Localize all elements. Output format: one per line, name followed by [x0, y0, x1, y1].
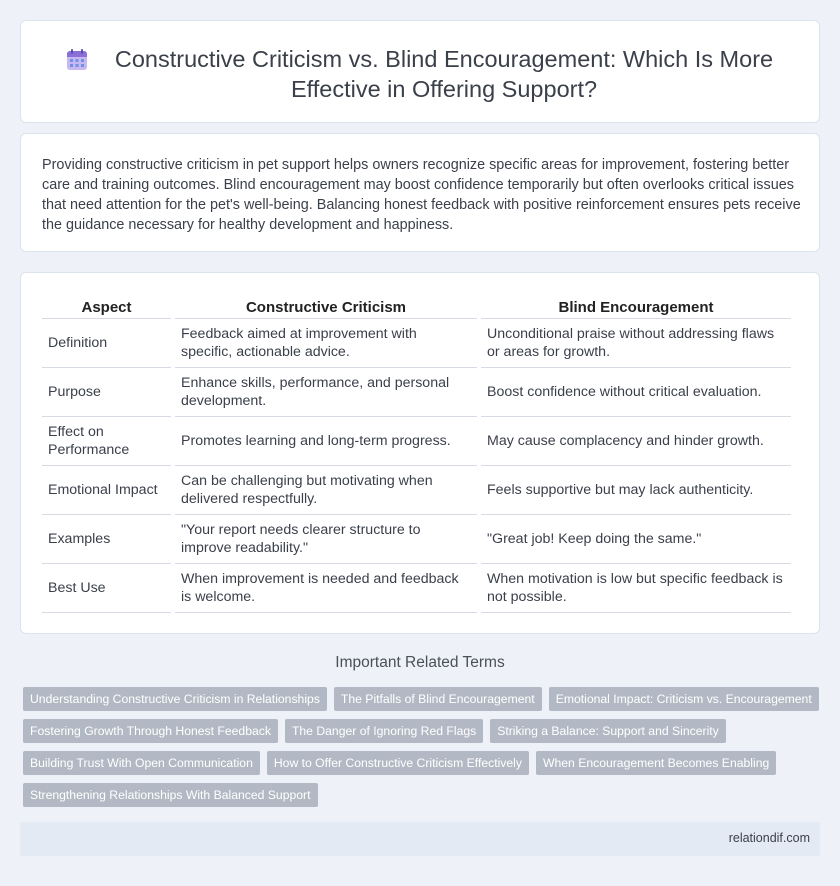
row-aspect: Definition [42, 319, 171, 368]
row-blind: Feels supportive but may lack authenticity. [481, 466, 791, 515]
table-row [42, 564, 791, 613]
title-card [20, 20, 820, 123]
related-term-tag[interactable]: The Danger of Ignoring Red Flags [285, 719, 483, 743]
page-title: Constructive Criticism vs. Blind Encouragement: Which Is More Effective in Offering Support? [114, 46, 774, 102]
related-terms-list [23, 687, 823, 815]
row-constructive: Promotes learning and long-term progress. [175, 417, 477, 466]
related-term-tag[interactable]: Striking a Balance: Support and Sincerity [490, 719, 726, 743]
row-blind: Unconditional praise without addressing flaws or areas for growth. [481, 319, 791, 368]
related-term-tag[interactable]: Strengthening Relationships With Balanced Support [23, 783, 318, 807]
table-header-row [42, 298, 791, 319]
table-row [42, 466, 791, 515]
comparison-table [38, 298, 795, 613]
row-constructive: "Your report needs clearer structure to improve readability." [175, 515, 477, 564]
related-term-tag[interactable]: Building Trust With Open Communication [23, 751, 260, 775]
related-term-tag[interactable]: Fostering Growth Through Honest Feedback [23, 719, 278, 743]
row-aspect: Emotional Impact [42, 466, 171, 515]
header-blind-encouragement: Blind Encouragement [481, 298, 791, 319]
row-blind: When motivation is low but specific feedback is not possible. [481, 564, 791, 613]
row-aspect: Effect on Performance [42, 417, 171, 466]
tag-row [23, 687, 823, 711]
intro-card [20, 133, 820, 252]
row-blind: May cause complacency and hinder growth. [481, 417, 791, 466]
related-term-tag[interactable]: The Pitfalls of Blind Encouragement [334, 687, 542, 711]
row-blind: Boost confidence without critical evaluation. [481, 368, 791, 417]
row-aspect: Purpose [42, 368, 171, 417]
related-term-tag[interactable]: Emotional Impact: Criticism vs. Encouragement [549, 687, 819, 711]
comparison-card [20, 272, 820, 634]
row-constructive: Can be challenging but motivating when delivered respectfully. [175, 466, 477, 515]
header-constructive-criticism: Constructive Criticism [175, 298, 477, 319]
footer [20, 822, 820, 856]
row-constructive: When improvement is needed and feedback is welcome. [175, 564, 477, 613]
related-terms-heading: Important Related Terms [335, 654, 505, 671]
related-term-tag[interactable]: When Encouragement Becomes Enabling [536, 751, 776, 775]
related-term-tag[interactable]: Understanding Constructive Criticism in Relationships [23, 687, 327, 711]
table-row [42, 515, 791, 564]
row-blind: "Great job! Keep doing the same." [481, 515, 791, 564]
header-aspect: Aspect [42, 298, 171, 319]
row-aspect: Best Use [42, 564, 171, 613]
tag-row [23, 719, 823, 743]
intro-paragraph: Providing constructive criticism in pet support helps owners recognize specific areas for improvement, fostering better care and training outcomes. Blind encouragement may boost confidence temporarily but often overlooks critical issues that need attention for the pet's well-being. Balancing honest feedback with positive reinforcement ensures pets receive the guidance necessary for healthy development and happiness. [42, 157, 801, 233]
row-aspect: Examples [42, 515, 171, 564]
table-row [42, 417, 791, 466]
related-term-tag[interactable]: How to Offer Constructive Criticism Effectively [267, 751, 529, 775]
row-constructive: Feedback aimed at improvement with specific, actionable advice. [175, 319, 477, 368]
tag-row [23, 783, 823, 807]
footer-site-link[interactable]: relationdif.com [728, 831, 810, 845]
tag-row [23, 751, 823, 775]
table-row [42, 319, 791, 368]
row-constructive: Enhance skills, performance, and personal development. [175, 368, 477, 417]
table-row [42, 368, 791, 417]
